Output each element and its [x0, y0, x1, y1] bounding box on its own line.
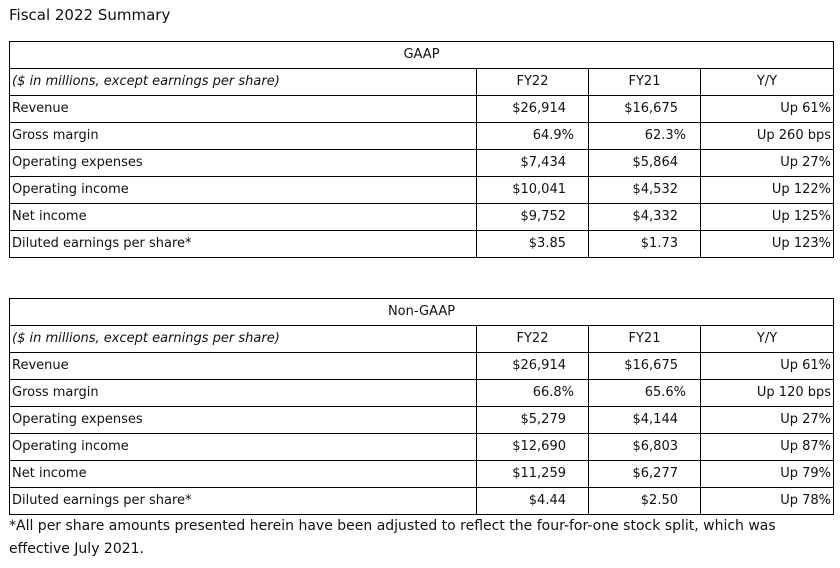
fy21-value: $4,532 — [589, 177, 701, 204]
yy-value: Up 78% — [701, 488, 834, 515]
table-row — [10, 96, 834, 123]
fy21-value: $4,332 — [589, 204, 701, 231]
gaap-col-fy22: FY22 — [477, 69, 589, 96]
fy21-value: $1.73 — [589, 231, 701, 258]
fy21-value: 62.3% — [589, 123, 701, 150]
table-row — [10, 231, 834, 258]
fy22-value: $26,914 — [477, 96, 589, 123]
fy22-value: $26,914 — [477, 353, 589, 380]
nongaap-col-yy: Y/Y — [701, 326, 834, 353]
table-row — [10, 461, 834, 488]
row-label: Diluted earnings per share* — [10, 231, 477, 258]
table-row — [10, 380, 834, 407]
row-label: Operating income — [10, 434, 477, 461]
nongaap-group-label: Non-GAAP — [10, 299, 834, 326]
fy22-value: $12,690 — [477, 434, 589, 461]
row-label: Gross margin — [10, 123, 477, 150]
gaap-group-label: GAAP — [10, 42, 834, 69]
nongaap-table — [9, 298, 834, 515]
fy22-value: $5,279 — [477, 407, 589, 434]
yy-value: Up 122% — [701, 177, 834, 204]
nongaap-units-label: ($ in millions, except earnings per share) — [10, 326, 477, 353]
yy-value: Up 260 bps — [701, 123, 834, 150]
fy22-value: $11,259 — [477, 461, 589, 488]
row-label: Net income — [10, 204, 477, 231]
row-label: Revenue — [10, 353, 477, 380]
gaap-table — [9, 41, 834, 258]
nongaap-column-header-row — [10, 326, 834, 353]
fy22-value: 66.8% — [477, 380, 589, 407]
table-row — [10, 407, 834, 434]
table-row — [10, 150, 834, 177]
yy-value: Up 79% — [701, 461, 834, 488]
fy21-value: $4,144 — [589, 407, 701, 434]
gaap-col-fy21: FY21 — [589, 69, 701, 96]
table-row — [10, 177, 834, 204]
fy22-value: $3.85 — [477, 231, 589, 258]
table-row — [10, 204, 834, 231]
fy22-value: $4.44 — [477, 488, 589, 515]
gaap-col-yy: Y/Y — [701, 69, 834, 96]
fy21-value: $6,277 — [589, 461, 701, 488]
yy-value: Up 27% — [701, 407, 834, 434]
fy21-value: $5,864 — [589, 150, 701, 177]
yy-value: Up 61% — [701, 96, 834, 123]
fy22-value: $7,434 — [477, 150, 589, 177]
gaap-column-header-row — [10, 69, 834, 96]
yy-value: Up 87% — [701, 434, 834, 461]
yy-value: Up 123% — [701, 231, 834, 258]
row-label: Revenue — [10, 96, 477, 123]
fy21-value: 65.6% — [589, 380, 701, 407]
row-label: Operating expenses — [10, 150, 477, 177]
row-label: Operating expenses — [10, 407, 477, 434]
fy21-value: $16,675 — [589, 353, 701, 380]
yy-value: Up 61% — [701, 353, 834, 380]
fy21-value: $16,675 — [589, 96, 701, 123]
table-row — [10, 353, 834, 380]
footnote: *All per share amounts presented herein have been adjusted to reflect the four-for-one stock split, which was effective July 2021. — [9, 518, 776, 557]
fy22-value: $9,752 — [477, 204, 589, 231]
table-row — [10, 434, 834, 461]
yy-value: Up 27% — [701, 150, 834, 177]
page-title: Fiscal 2022 Summary — [9, 6, 171, 24]
row-label: Net income — [10, 461, 477, 488]
gaap-group-header-row — [10, 42, 834, 69]
nongaap-col-fy21: FY21 — [589, 326, 701, 353]
fy21-value: $2.50 — [589, 488, 701, 515]
fy22-value: $10,041 — [477, 177, 589, 204]
row-label: Gross margin — [10, 380, 477, 407]
fy21-value: $6,803 — [589, 434, 701, 461]
gaap-units-label: ($ in millions, except earnings per share) — [10, 69, 477, 96]
nongaap-col-fy22: FY22 — [477, 326, 589, 353]
row-label: Diluted earnings per share* — [10, 488, 477, 515]
fy22-value: 64.9% — [477, 123, 589, 150]
table-row — [10, 488, 834, 515]
row-label: Operating income — [10, 177, 477, 204]
yy-value: Up 125% — [701, 204, 834, 231]
nongaap-group-header-row — [10, 299, 834, 326]
table-row — [10, 123, 834, 150]
yy-value: Up 120 bps — [701, 380, 834, 407]
